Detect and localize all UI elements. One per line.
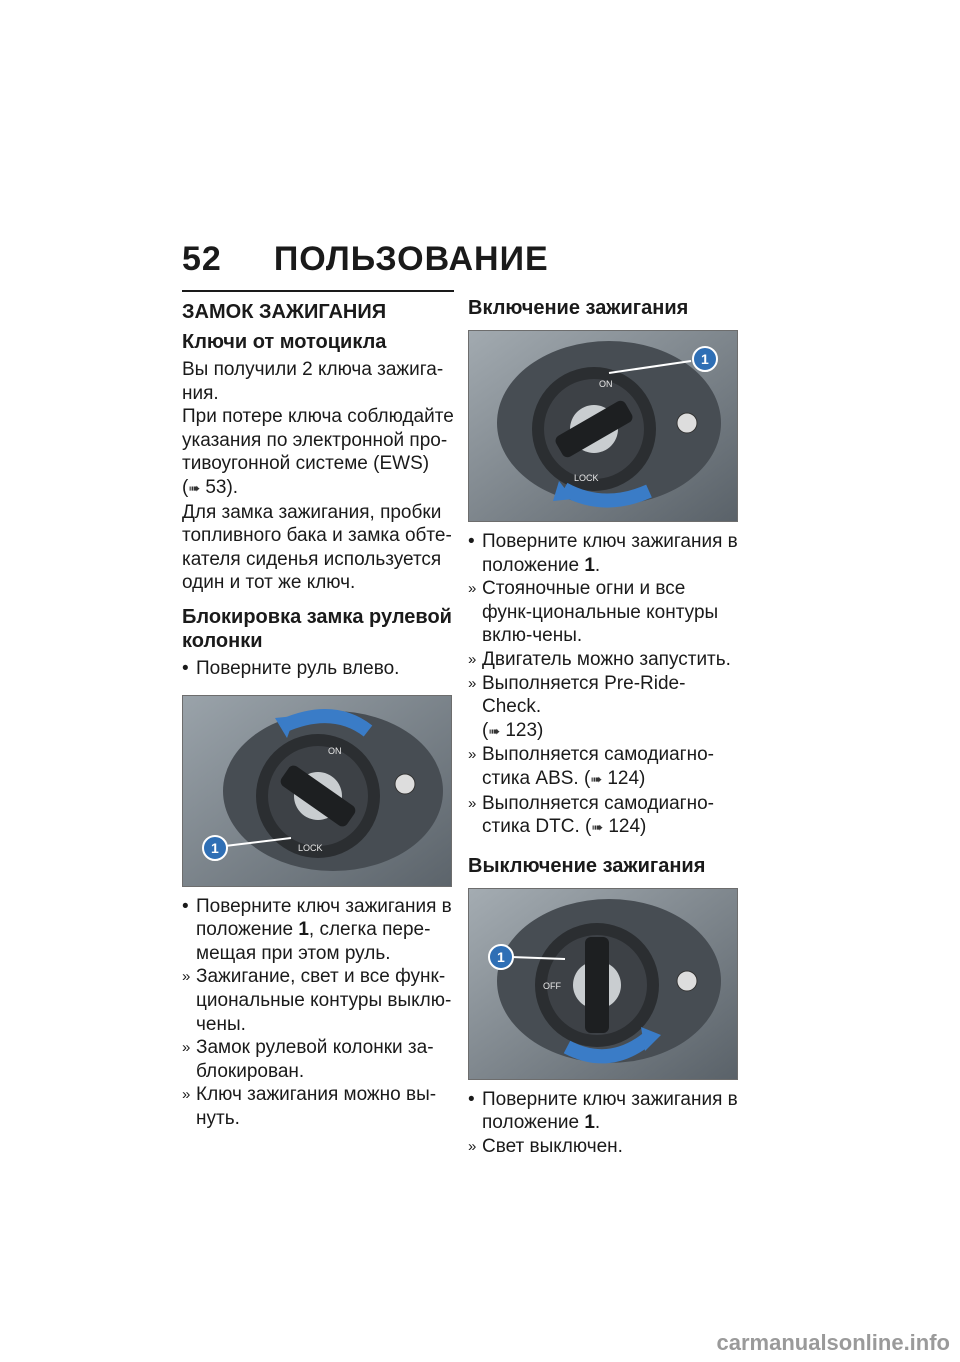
- off-result-1: » Свет выключен.: [468, 1135, 740, 1159]
- page-ref[interactable]: 53: [205, 476, 227, 498]
- position-ref: 1: [584, 1112, 595, 1134]
- figure-steering-lock: [182, 695, 452, 887]
- ignition-off-illustration: [469, 889, 737, 1079]
- lock-label: LOCK: [298, 842, 323, 853]
- callout-1: 1: [497, 948, 505, 965]
- lock-result-3: » Ключ зажигания можно вы-нуть.: [182, 1083, 454, 1130]
- off-title: Выключение зажигания: [468, 854, 706, 877]
- left-column: [182, 290, 454, 1130]
- ignition-on-illustration: [469, 331, 737, 521]
- keys-paragraph-1: Вы получили 2 ключа зажига-ния.: [182, 359, 444, 404]
- keys-paragraph-3: Для замка зажигания, пробки топливного бака и замка обте-кателя сиденья используется один и тот же ключ.: [182, 501, 452, 594]
- on-result-2: » Двигатель можно запустить.: [468, 648, 740, 672]
- off-label: OFF: [543, 980, 561, 991]
- figure-ignition-on: [468, 330, 738, 522]
- ignition-lock-illustration: [183, 696, 451, 886]
- on-label: ON: [599, 379, 613, 389]
- on-step-1: [468, 530, 740, 577]
- lock-step-2: [182, 895, 454, 966]
- footer-watermark: carmanualsonline.info: [716, 1330, 950, 1355]
- on-result-1: » Стояночные огни и все функ-циональные контуры вклю-чены.: [468, 577, 740, 648]
- keys-paragraph-2: При потере ключа соблюдайте указания по электронной про-тивоугонной системе (EWS) (➠ 53).: [182, 405, 454, 500]
- callout-1: 1: [211, 839, 219, 856]
- off-step-1: [468, 1088, 740, 1135]
- page-header: [182, 240, 549, 279]
- page-ref[interactable]: 124: [607, 767, 640, 789]
- on-step-1-text-end: .: [594, 554, 601, 576]
- keys-paragraph-2-text: При потере ключа соблюдайте указания по электронной про-тивоугонной системе (EWS): [182, 406, 454, 475]
- page-ref-arrow-icon: ➠: [188, 479, 201, 496]
- on-label: ON: [328, 745, 342, 756]
- lock-step-2-text-end: , слегка пере-мещая при этом руль.: [196, 919, 431, 964]
- lock-step-1: • Поверните руль влево.: [182, 657, 454, 681]
- page-ref-arrow-icon: ➠: [591, 819, 604, 836]
- on-step-1-text: Поверните ключ зажигания в положение: [482, 531, 738, 576]
- on-result-4-text: Выполняется самодиагно-стика ABS.: [482, 744, 714, 789]
- page-ref-arrow-icon: ➠: [590, 770, 603, 787]
- lock-label: LOCK: [574, 473, 599, 483]
- position-ref: 1: [584, 554, 595, 576]
- section-title: ЗАМОК ЗАЖИГАНИЯ: [182, 301, 387, 323]
- page-number: 52: [182, 240, 222, 278]
- lock-result-2: » Замок рулевой колонки за-блокирован.: [182, 1036, 454, 1083]
- section-rule: [182, 290, 454, 292]
- lock-title: Блокировка замка рулевой колонки: [182, 605, 452, 652]
- page-title: ПОЛЬЗОВАНИЕ: [273, 240, 549, 278]
- page-ref[interactable]: 124: [608, 816, 641, 838]
- off-step-1-text-end: .: [594, 1112, 601, 1134]
- callout-1: 1: [701, 351, 709, 367]
- on-result-5-text: Выполняется самодиагно-стика DTC.: [482, 792, 714, 838]
- on-result-3: » Выполняется Pre-Ride-Check. (➠ 123): [468, 672, 740, 744]
- keys-title: Ключи от мотоцикла: [182, 331, 387, 353]
- off-step-1-text: Поверните ключ зажигания в положение: [482, 1088, 738, 1134]
- page-ref-arrow-icon: ➠: [488, 722, 501, 739]
- position-ref: 1: [298, 919, 309, 941]
- page-ref[interactable]: 123: [505, 719, 538, 741]
- figure-ignition-off: [468, 888, 738, 1080]
- right-column: [468, 290, 740, 1159]
- lock-result-1: » Зажигание, свет и все функ-циональные контуры выклю-чены.: [182, 965, 454, 1036]
- on-title: Включение зажигания: [468, 297, 689, 319]
- on-result-5: » Выполняется самодиагно-стика DTC. (➠ 124): [468, 792, 740, 840]
- lock-step-2-text: Поверните ключ зажигания в положение: [196, 895, 452, 941]
- on-result-3-text: Выполняется Pre-Ride-Check.: [482, 672, 686, 718]
- on-result-4: » Выполняется самодиагно-стика ABS. (➠ 124): [468, 743, 740, 791]
